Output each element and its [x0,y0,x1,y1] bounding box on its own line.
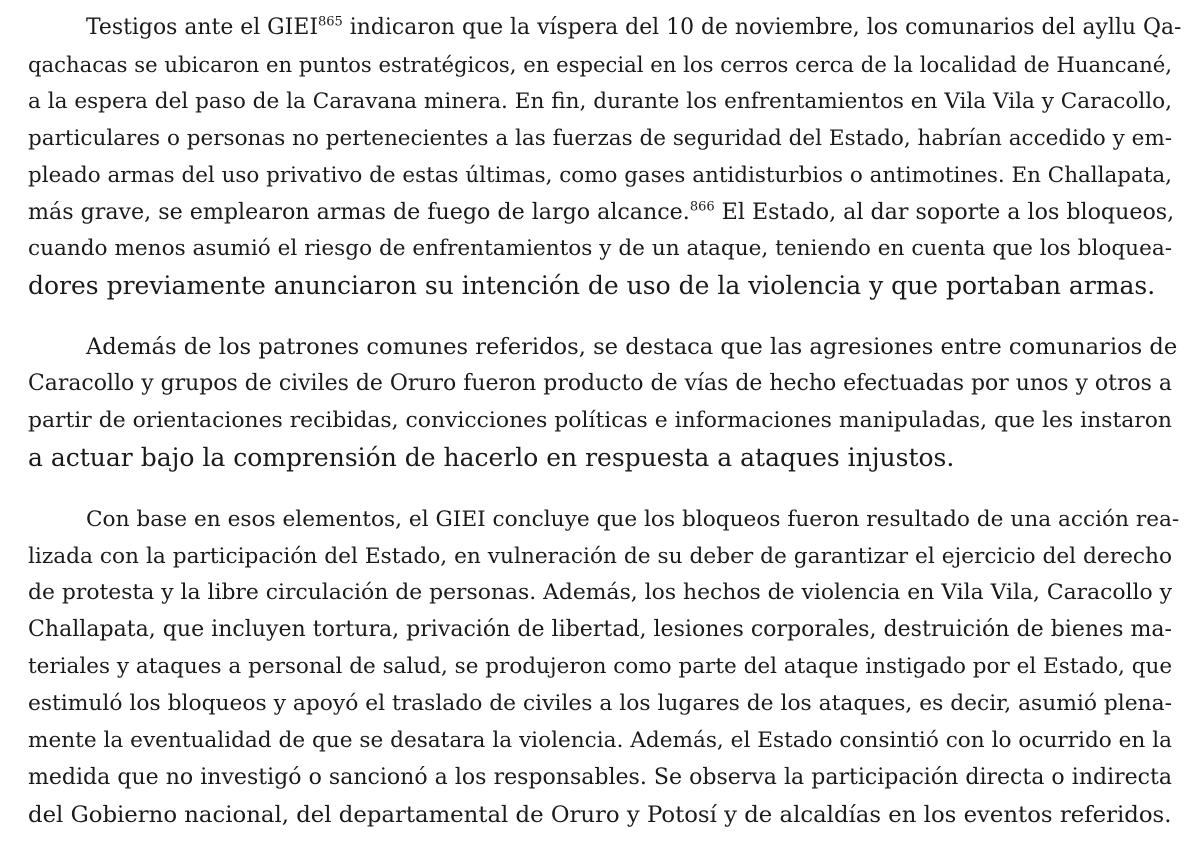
text-run: indicaron que la víspera del 10 de noviembre, los comunarios del ayllu Qa- [342,15,1182,40]
text-line [28,686,1172,723]
text-line [28,329,1178,366]
paragraph-3 [28,502,1180,834]
text-line [28,158,1172,195]
paragraph-2 [28,329,1178,477]
text-run: Caracollo y grupos de civiles de Oruro fueron producto de vías de hecho efectuadas por unos y otros a [28,371,1172,397]
text-run: El Estado, al dar soporte a los bloqueos, [714,199,1175,226]
text-line [28,47,1172,84]
text-run: partir de orientaciones recibidas, convicciones políticas e informaciones manipuladas, que les instaron [28,407,1172,433]
text-line [28,403,1172,440]
text-line [28,797,1172,834]
text-line [28,231,1172,268]
text-line [28,649,1172,686]
text-run: teriales y ataques a personal de salud, se produjeron como parte del ataque instigado por el Estado, que [28,654,1173,680]
paragraph-gap [28,305,1172,329]
text-run: del Gobierno nacional, del departamental de Oruro y Potosí y de alcaldías en los eventos referidos. [28,801,1172,828]
text-run: medida que no investigó o sancionó a los responsables. Se observa la participación directa o indirecta [28,764,1172,790]
text-run: Testigos ante el GIEI [86,15,318,40]
text-line [28,612,1172,649]
text-line [28,268,1172,305]
text-run: cuando menos asumió el riesgo de enfrentamientos y de un ataque, teniendo en cuenta que los bloquea- [28,236,1172,262]
text-run: Challapata, que incluyen tortura, privación de libertad, lesiones corporales, destruición de bienes ma- [28,617,1172,643]
text-line [28,760,1172,797]
paragraph-gap [28,477,1172,502]
text-line [28,539,1172,576]
text-run: pleado armas del uso privativo de estas últimas, como gases antidisturbios o antimotines. En Challapata, [28,162,1172,188]
text-run: particulares o personas no pertenecientes a las fuerzas de seguridad del Estado, habrían accedido y em- [28,125,1172,151]
text-line [28,194,1175,231]
footnote-marker: 866 [689,200,715,216]
text-line [28,723,1172,760]
document-page [28,10,1182,834]
paragraph-1 [28,10,1182,305]
text-run: estimuló los bloqueos y apoyó el traslado de civiles a los lugares de los ataques, es decir, asumió plena- [28,691,1172,717]
text-run: mente la eventualidad de que se desatara la violencia. Además, el Estado consintió con lo ocurrido en la [28,728,1172,754]
text-run: Con base en esos elementos, el GIEI concluye que los bloqueos fueron resultado de una acción rea- [86,506,1180,532]
text-run: de protesta y la libre circulación de personas. Además, los hechos de violencia en Vila Vila, Caracollo y [28,580,1172,606]
text-line [28,366,1172,403]
text-line [28,84,1172,121]
text-run: lizada con la participación del Estado, en vulneración de su deber de garantizar el ejercicio del derecho [28,543,1172,569]
text-line [28,440,1172,477]
text-line [28,575,1172,612]
footnote-marker: 865 [317,14,343,30]
text-run: dores previamente anunciaron su intención de uso de la violencia y que portaban armas. [28,271,1156,301]
text-line [28,502,1180,539]
text-run: Además de los patrones comunes referidos, se destaca que las agresiones entre comunarios de [86,334,1178,361]
text-run: qachacas se ubicaron en puntos estratégicos, en especial en los cerros cerca de la localidad de Huancané, [28,51,1172,77]
text-run: a la espera del paso de la Caravana minera. En fin, durante los enfrentamientos en Vila Vila y Caracollo, [28,88,1172,114]
text-run: a actuar bajo la comprensión de hacerlo en respuesta a ataques injustos. [28,442,955,472]
text-run: más grave, se emplearon armas de fuego de largo alcance. [28,199,690,226]
text-line [28,121,1172,158]
text-line [28,10,1182,47]
